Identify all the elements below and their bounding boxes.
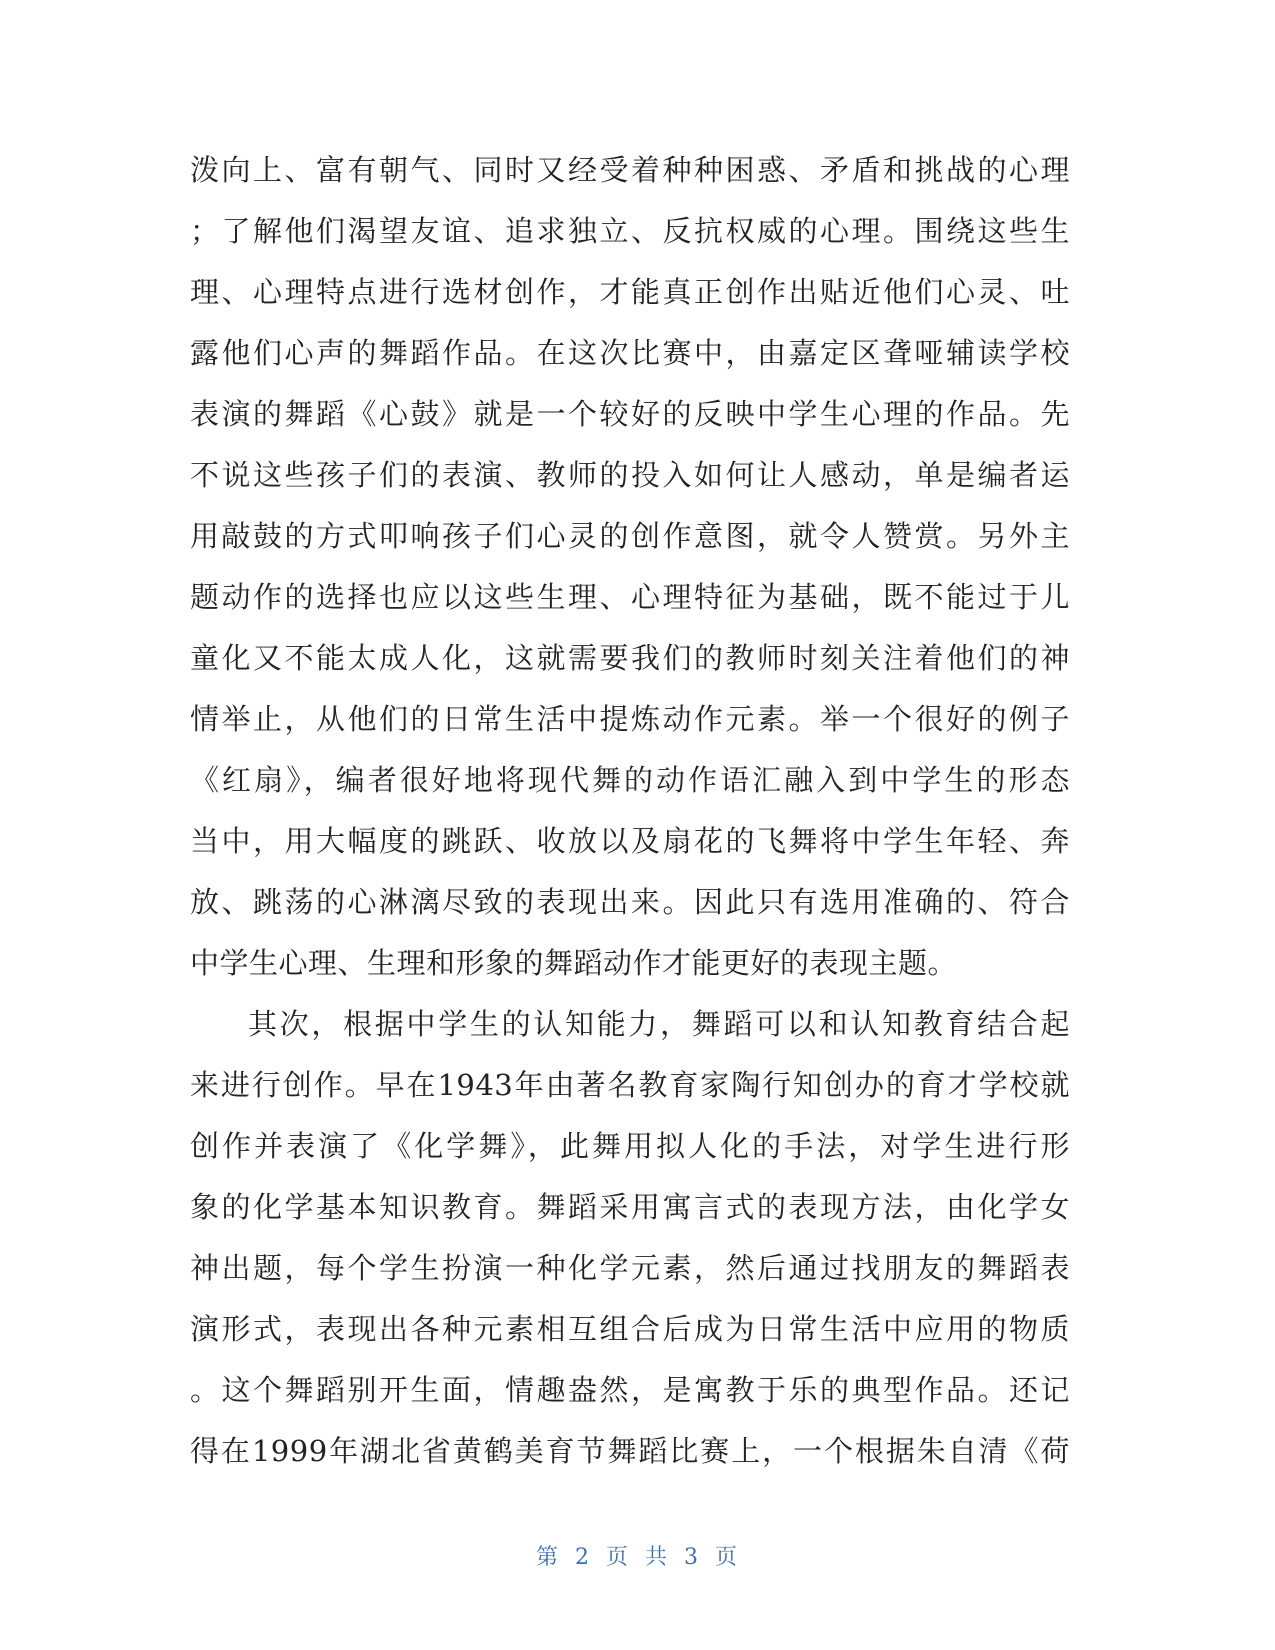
text-line: ；了解他们渴望友谊、追求独立、反抗权威的心理。围绕这些生 [190,214,1070,248]
text-line: 神出题，每个学生扮演一种化学元素，然后通过找朋友的舞蹈表 [190,1251,1070,1285]
text-line: 中学生心理、生理和形象的舞蹈动作才能更好的表现主题。 [190,946,958,980]
text-line: 。这个舞蹈别开生面，情趣盎然，是寓教于乐的典型作品。还记 [190,1373,1070,1407]
text-line: 童化又不能太成人化，这就需要我们的教师时刻关注着他们的神 [190,641,1070,675]
body-text [190,140,1070,1482]
text-line: 情举止，从他们的日常生活中提炼动作元素。举一个很好的例子 [190,702,1070,736]
text-line: 创作并表演了《化学舞》，此舞用拟人化的手法，对学生进行形 [190,1129,1070,1163]
text-line: 《红扇》，编者很好地将现代舞的动作语汇融入到中学生的形态 [190,763,1070,797]
text-line: 不说这些孩子们的表演、教师的投入如何让人感动，单是编者运 [190,458,1070,492]
text-line: 露他们心声的舞蹈作品。在这次比赛中，由嘉定区聋哑辅读学校 [190,336,1070,370]
text-line: 表演的舞蹈《心鼓》就是一个较好的反映中学生心理的作品。先 [190,397,1070,431]
text-line: 题动作的选择也应以这些生理、心理特征为基础，既不能过于儿 [190,580,1070,614]
text-line: 象的化学基本知识教育。舞蹈采用寓言式的表现方法，由化学女 [190,1190,1070,1224]
text-line: 其次，根据中学生的认知能力，舞蹈可以和认知教育结合起 [248,1007,1070,1041]
text-line: 得在1999年湖北省黄鹤美育节舞蹈比赛上，一个根据朱自清《荷 [190,1434,1070,1468]
page-number-footer: 第 2 页 共 3 页 [536,1545,739,1570]
text-line: 理、心理特点进行选材创作，才能真正创作出贴近他们心灵、吐 [190,275,1070,309]
text-line: 当中，用大幅度的跳跃、收放以及扇花的飞舞将中学生年轻、奔 [190,824,1070,858]
text-line: 泼向上、富有朝气、同时又经受着种种困惑、矛盾和挑战的心理 [190,153,1070,187]
text-line: 放、跳荡的心淋漓尽致的表现出来。因此只有选用准确的、符合 [190,885,1070,919]
text-line: 用敲鼓的方式叩响孩子们心灵的创作意图，就令人赞赏。另外主 [190,519,1070,553]
text-line: 演形式，表现出各种元素相互组合后成为日常生活中应用的物质 [190,1312,1070,1346]
text-line: 来进行创作。早在1943年由著名教育家陶行知创办的育才学校就 [190,1068,1070,1102]
